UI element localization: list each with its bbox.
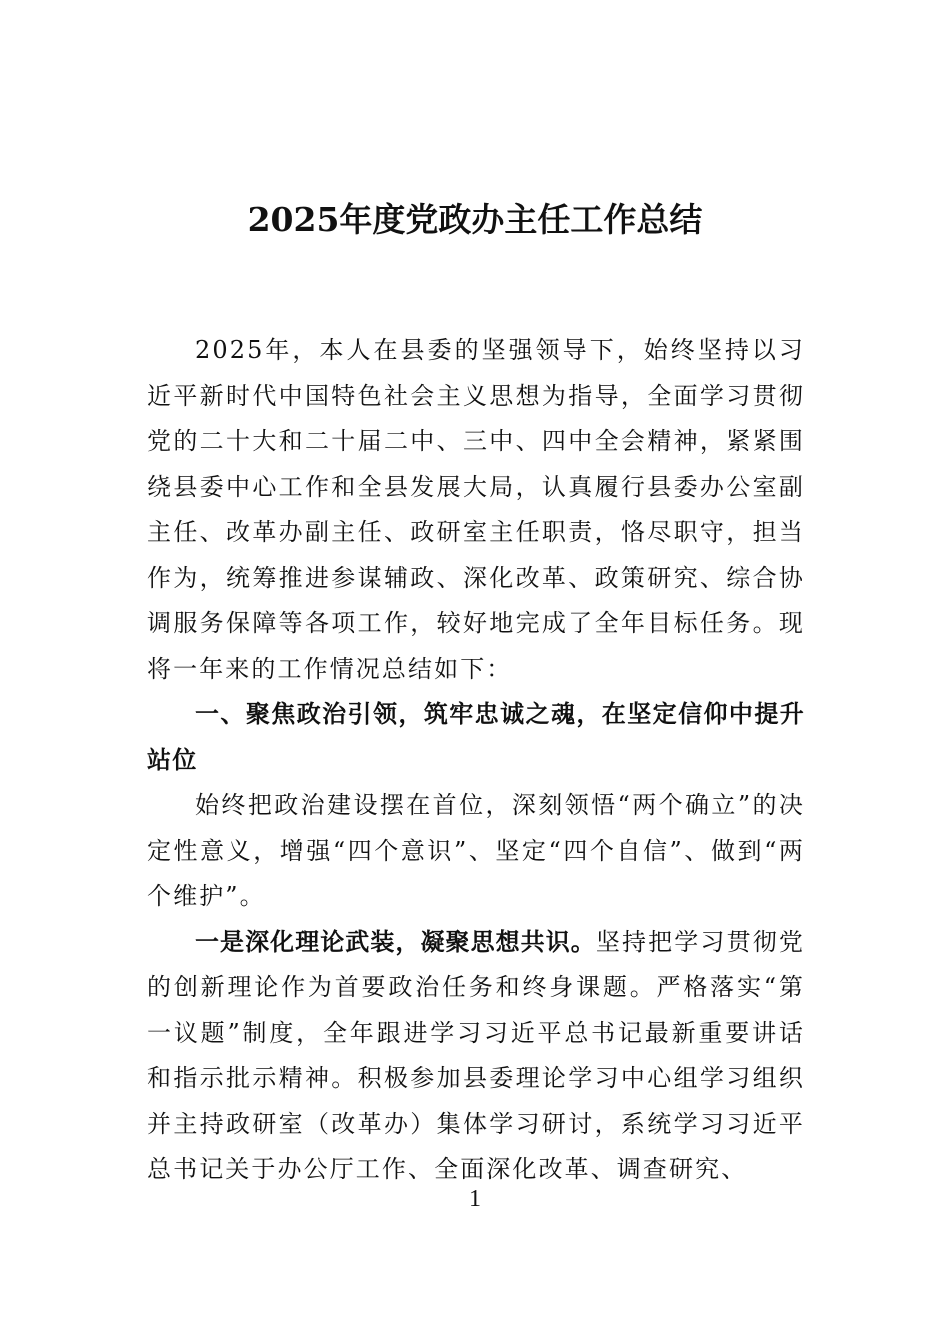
- document-title: 2025年度党政办主任工作总结: [247, 200, 703, 239]
- item-body-text: 坚持把学习贯彻党的创新理论作为首要政治任务和终身课题。严格落实“第一议题”制度，全年跟进学习习近平总书记最新重要讲话和指示批示精神。积极参加县委理论学习中心组学习组织并主持政研室（改革办）集体学习研讨，系统学习习近平总书记关于办公厅工作、全面深化改革、调查研究、: [147, 927, 805, 1183]
- section-item-paragraph: [147, 920, 805, 1193]
- page-number: 1: [469, 1186, 481, 1212]
- document-body: [147, 328, 805, 1193]
- section-heading: 一、聚焦政治引领，筑牢忠诚之魂，在坚定信仰中提升站位: [147, 700, 805, 774]
- section-intro-paragraph: 始终把政治建设摆在首位，深刻领悟“两个确立”的决定性意义，增强“四个意识”、坚定“四个自信”、做到“两个维护”。: [147, 791, 805, 910]
- intro-paragraph: 2025年，本人在县委的坚强领导下，始终坚持以习近平新时代中国特色社会主义思想为指导，全面学习贯彻党的二十大和二十届二中、三中、四中全会精神，紧紧围绕县委中心工作和全县发展大局，认真履行县委办公室副主任、改革办副主任、政研室主任职责，恪尽职守，担当作为，统筹推进参谋辅政、深化改革、政策研究、综合协调服务保障等各项工作，较好地完成了全年目标任务。现将一年来的工作情况总结如下：: [147, 336, 805, 683]
- item-lead-text: 一是深化理论武装，凝聚思想共识。: [195, 927, 596, 956]
